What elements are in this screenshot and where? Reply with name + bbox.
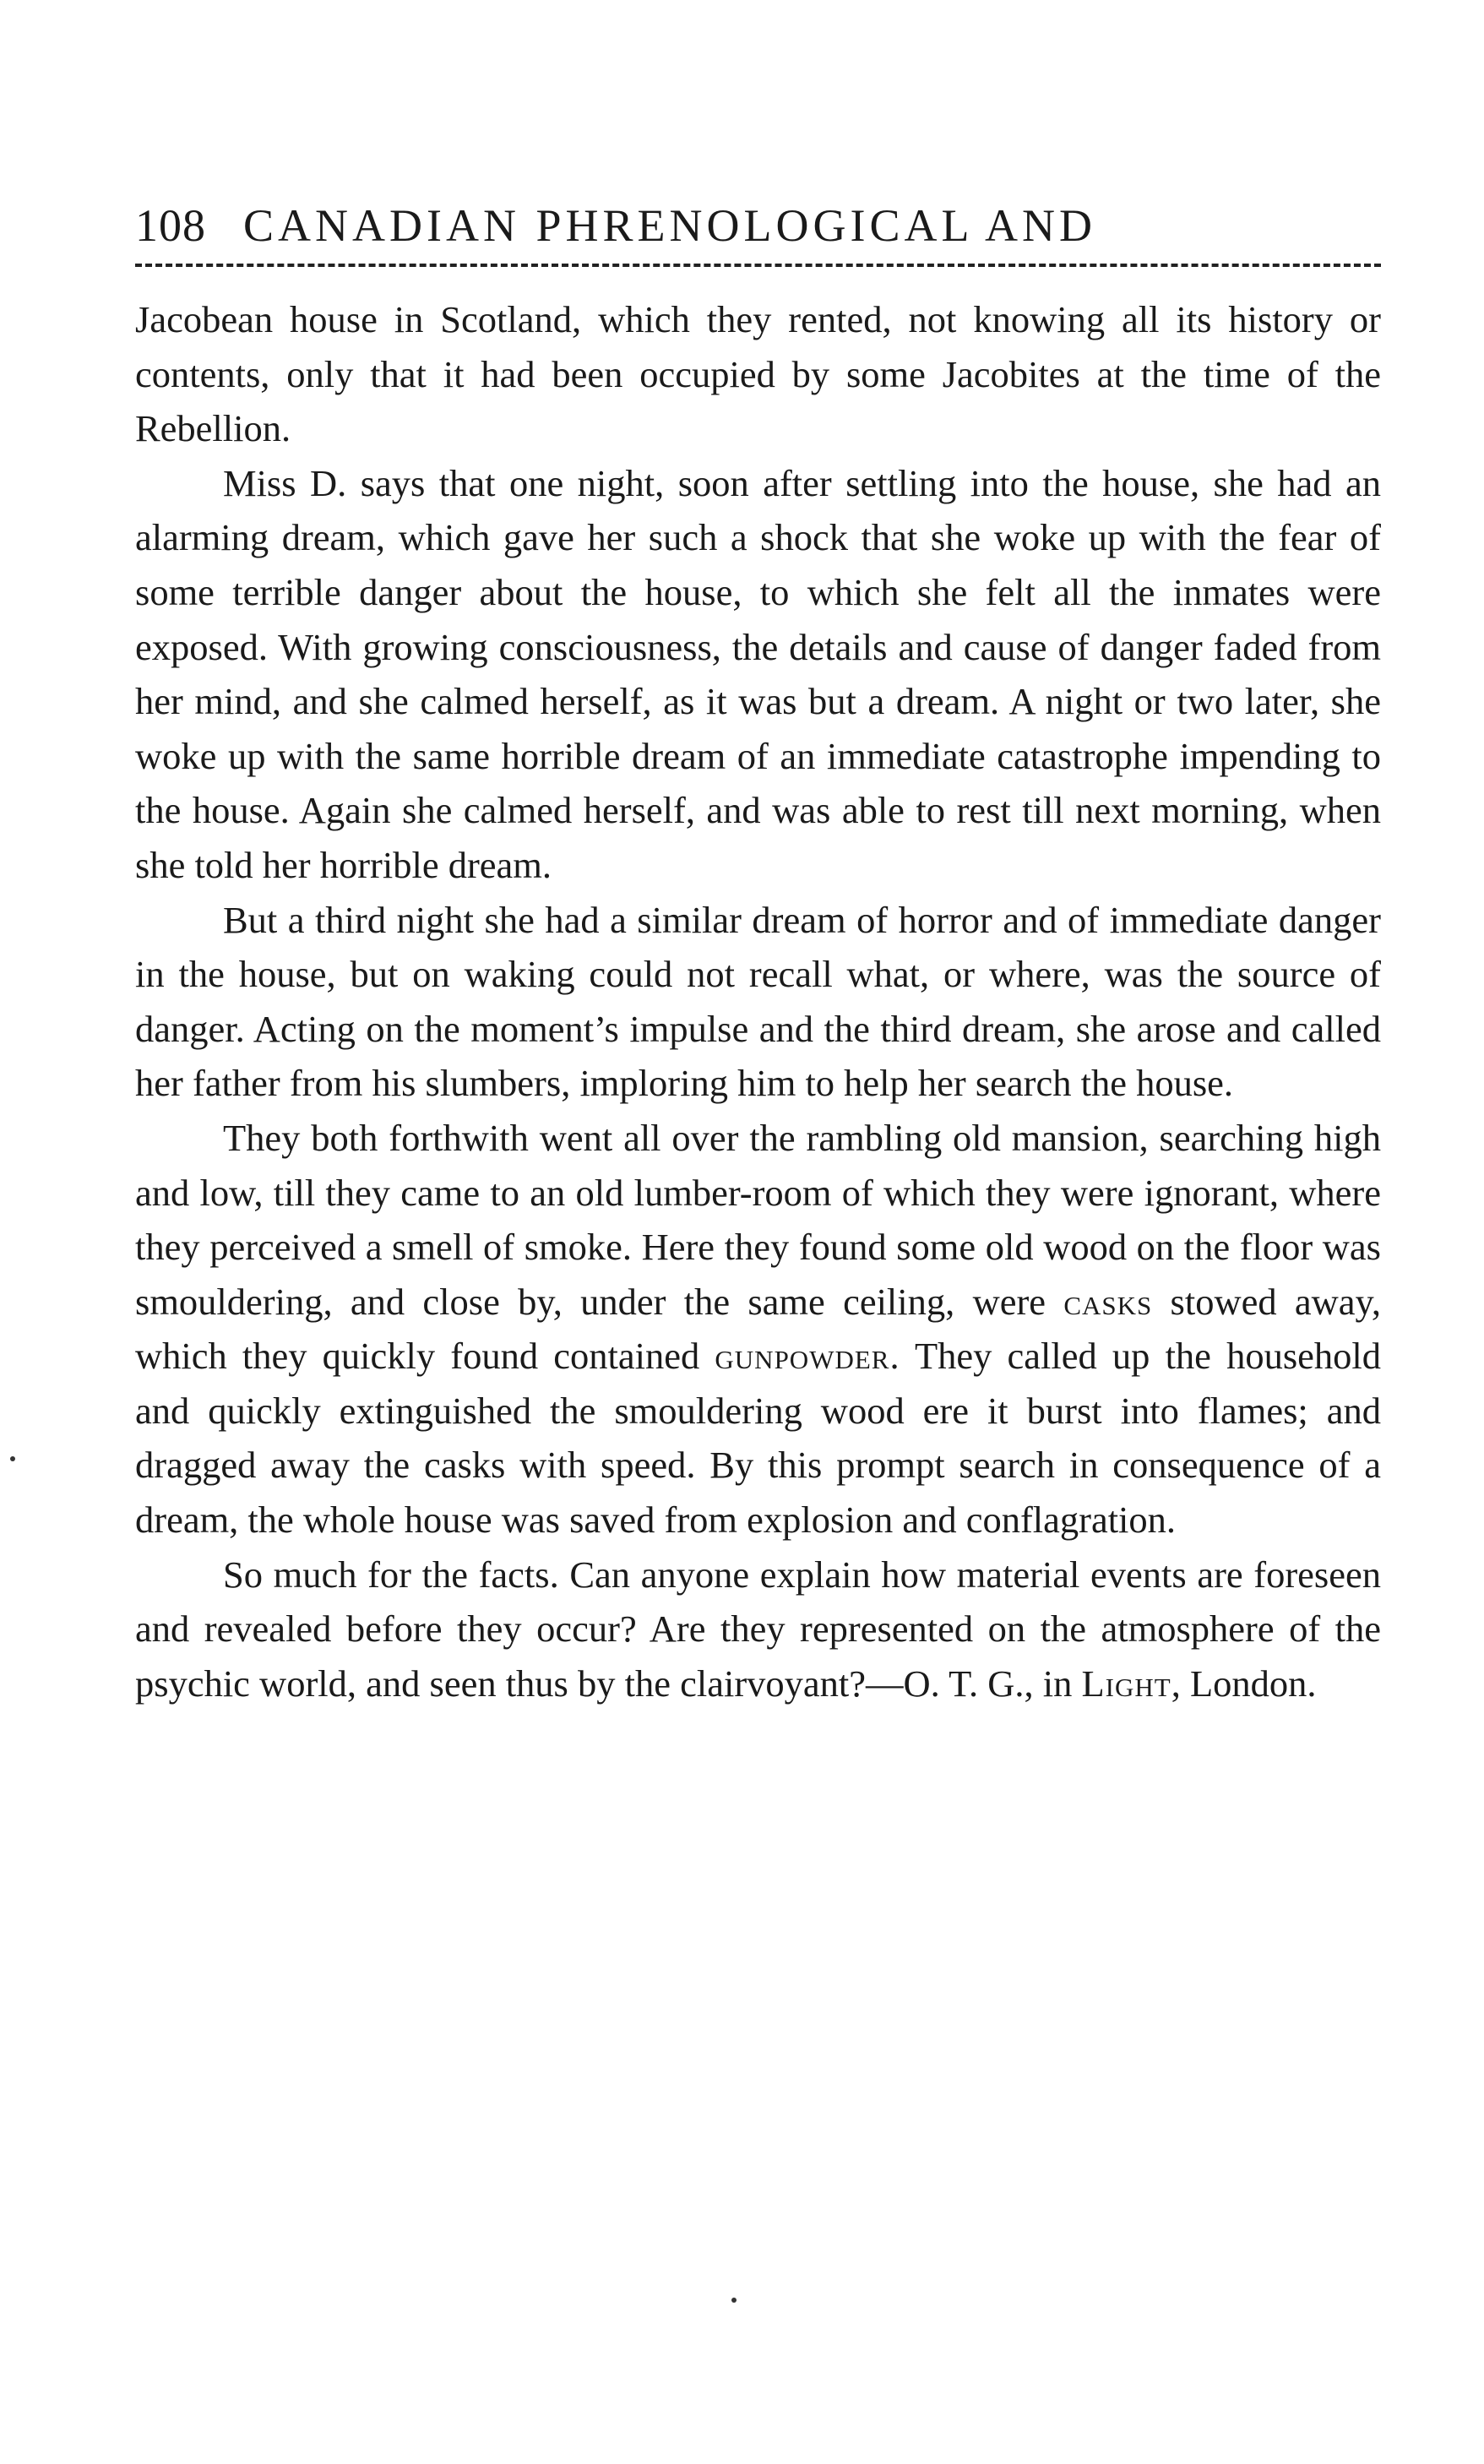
running-head	[135, 200, 1381, 267]
paragraph-3: But a third night she had a similar dream of horror and of immediate danger in the house, but on waking could not recall what, or where, was the source of danger. Acting on the moment’s impulse and the third dream, she arose and called her father from his slumbers, imploring him to help her search the house.	[135, 898, 1381, 1105]
source-light: Light	[1081, 1662, 1171, 1705]
casks-emphasis: casks	[1063, 1280, 1153, 1323]
paragraph-2: Miss D. says that one night, soon after settling into the house, she had an alarming dream, which gave her such a shock that she woke up with the fear of some terrible danger about the house, to which she felt all the inmates were exposed. With growing consciousness, the details and cause of danger faded from her mind, and she calmed herself, as it was but a dream. A night or two later, she woke up with the same horrible dream of an immediate catastrophe impending to the house. Again she calmed herself, and was able to rest till next morning, when she told her horrible dream.	[135, 461, 1381, 886]
paragraph-5-text-b: , London.	[1171, 1662, 1317, 1705]
ink-speck	[10, 1456, 15, 1461]
page-number: 108	[135, 200, 206, 251]
paragraph-5	[135, 1547, 1381, 1711]
paragraph-5-text-a: So much for the facts. Can anyone explain how material events are foreseen and revealed before they occur? Are they represented on the atmosphere of the psychic world, and seen thus by the clairvoyant?—O. T. G., in	[135, 1553, 1381, 1705]
paragraph-4-text-c: They called up the household and quickly extinguished the smouldering wood ere it burst into flames; and dragged away the casks with speed. By this prompt search in consequence of a dream, the whole house was saved from explosion and conflagration.	[135, 1335, 1382, 1542]
article-body	[135, 292, 1381, 1711]
book-page	[135, 200, 1382, 1711]
paragraph-4-text-b: stowed away, which they quickly found contained	[135, 1280, 1381, 1378]
paragraph-1: Jacobean house in Scotland, which they rented, not knowing all its history or contents, only that it had been occupied by some Jacobites at the time of the Rebellion.	[135, 298, 1381, 450]
ink-speck	[731, 2298, 737, 2303]
running-title: CANADIAN PHRENOLOGICAL AND	[243, 200, 1096, 251]
gunpowder-emphasis: gunpowder.	[715, 1335, 900, 1378]
paragraph-4	[135, 1111, 1381, 1547]
paragraph-4-text-a: They both forthwith went all over the rambling old mansion, searching high and low, till they came to an old lumber-room of which they were ignorant, where they perceived a smell of smoke. Here they found some old wood on the floor was smouldering, and close by, under the same ceiling, were	[135, 1116, 1381, 1323]
